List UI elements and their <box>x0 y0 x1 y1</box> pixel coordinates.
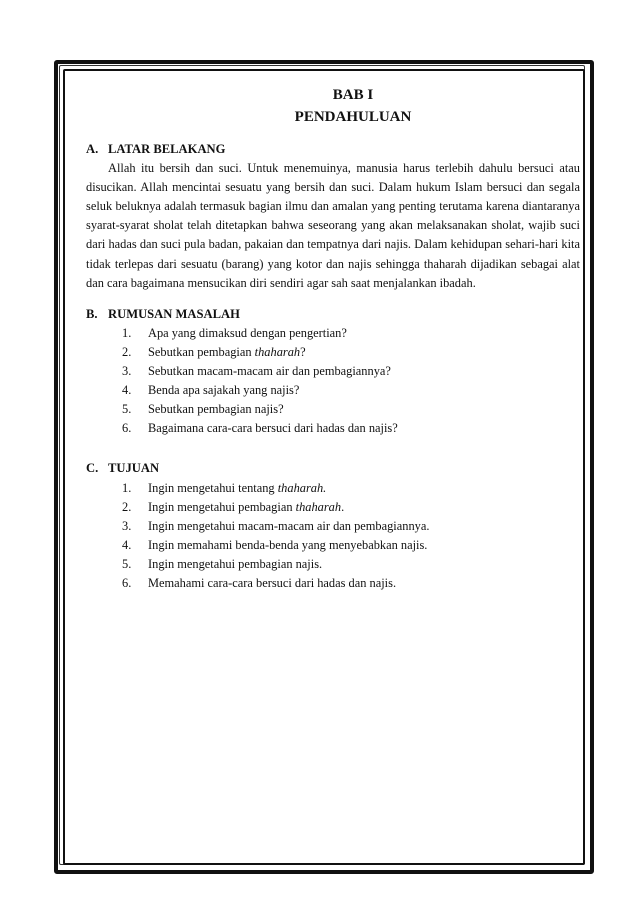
section-b-letter: B. <box>86 306 98 321</box>
list-item: 1. Apa yang dimaksud dengan pengertian? <box>122 325 347 340</box>
section-a-title: LATAR BELAKANG <box>108 142 226 156</box>
list-item: 5. Sebutkan pembagian najis? <box>122 402 284 417</box>
section-a-letter: A. <box>86 142 99 156</box>
section-a-heading <box>86 140 580 159</box>
chapter-number: BAB I <box>332 87 374 103</box>
tujuan-list <box>86 479 580 594</box>
list-item: 6. Memahami cara-cara bersuci dari hadas dan najis. <box>122 575 397 590</box>
list-item: 4. Ingin memahami benda-benda yang menyebabkan najis. <box>122 537 428 552</box>
list-item: 2. Ingin mengetahui pembagian thaharah. <box>122 499 345 514</box>
rumusan-list <box>86 324 580 439</box>
section-b-title: RUMUSAN MASALAH <box>108 306 240 321</box>
list-item: 1. Ingin mengetahui tentang thaharah. <box>122 480 327 495</box>
section-c-title: TUJUAN <box>108 461 160 476</box>
list-item: 5. Ingin mengetahui pembagian najis. <box>122 556 323 571</box>
document-body <box>86 84 580 593</box>
list-item: 3. Ingin mengetahui macam-macam air dan pembagiannya. <box>122 518 430 533</box>
section-a-paragraph: Allah itu bersih dan suci. Untuk menemuinya, manusia harus terlebih dahulu bersuci atau disucikan. Allah mencintai sesuatu yang bersih dan suci. Dalam hukum Islam bersuci dan segala seluk beluknya adalah termasuk bagian ilmu dan amalan yang penting terutama karena diantaranya syarat-syarat sholat telah ditetapkan bahwa seseorang yang akan melaksanakan sholat, wajib suci dari hadas dan suci pula badan, pakaian dan tempatnya dari najis. Dalam kehidupan sehari-hari kita tidak terlepas dari sesuatu (barang) yang kotor dan najis sehingga thaharah dijadikan sebagai alat dan cara bagaimana mensucikan diri sendiri agar sah saat menjalankan ibadah. <box>86 161 580 290</box>
list-item: 2. Sebutkan pembagian thaharah? <box>122 344 306 359</box>
list-item: 6. Bagaimana cara-cara bersuci dari hadas dan najis? <box>122 421 398 436</box>
section-b-heading <box>86 305 580 324</box>
list-item: 3. Sebutkan macam-macam air dan pembagiannya? <box>122 364 391 379</box>
section-c-heading <box>86 459 580 478</box>
chapter-title: PENDAHULUAN <box>294 109 412 125</box>
section-c-letter: C. <box>86 461 99 476</box>
list-item: 4. Benda apa sajakah yang najis? <box>122 383 300 398</box>
